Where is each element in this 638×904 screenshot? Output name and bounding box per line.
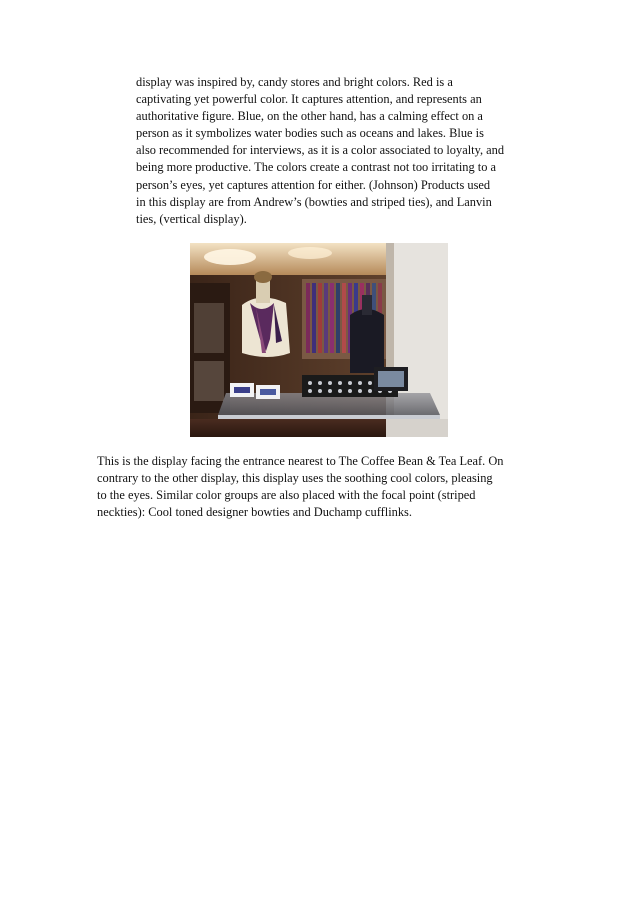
text-line: neckties): Cool toned designer bowties and Duchamp cufflinks. — [97, 505, 412, 520]
paragraph-display-caption — [97, 453, 547, 521]
text-line: in this display are from Andrew’s (bowties and striped ties), and Lanvin — [136, 194, 492, 209]
text-line: authoritative figure. Blue, on the other hand, has a calming effect on a — [136, 109, 483, 124]
text-line: contrary to the other display, this display uses the soothing cool colors, pleasing — [97, 471, 493, 486]
text-line: This is the display facing the entrance nearest to The Coffee Bean & Tea Leaf. On — [97, 454, 504, 468]
text-line: captivating yet powerful color. It captures attention, and represents an — [136, 92, 482, 107]
store-display-photo — [190, 243, 448, 437]
text-line: ties, (vertical display). — [136, 211, 247, 226]
text-line: person as it symbolizes water bodies such as oceans and lakes. Blue is — [136, 126, 484, 141]
paragraph-color-description — [136, 74, 546, 228]
text-line: person’s eyes, yet captures attention for either. (Johnson) Products used — [136, 177, 491, 192]
text-line: display was inspired by, candy stores and bright colors. Red is a — [136, 75, 453, 89]
text-line: also recommended for interviews, as it is a color associated to loyalty, and — [136, 143, 505, 158]
text-line: being more productive. The colors create a contrast not too irritating to a — [136, 160, 497, 175]
text-line: to the eyes. Similar color groups are also placed with the focal point (striped — [97, 488, 476, 503]
